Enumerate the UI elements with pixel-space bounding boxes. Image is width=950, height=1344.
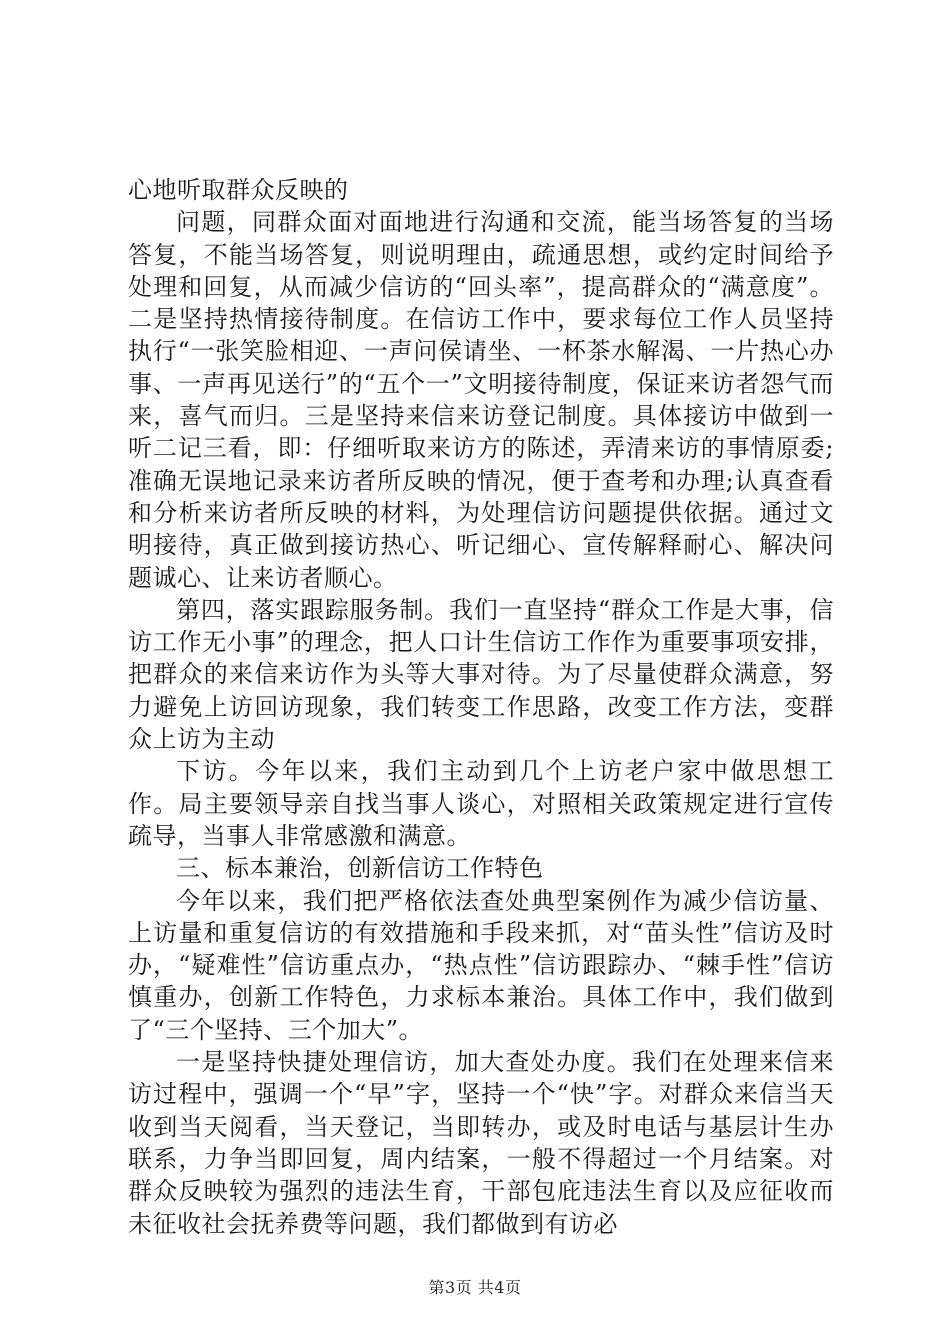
section-heading: 三、标本兼治，创新信访工作特色 (176, 854, 544, 883)
document-body (128, 174, 834, 1240)
paragraph: 下访。今年以来，我们主动到几个上访老户家中做思想工作。局主要领导亲自找当事人谈心，对照相关政策规定进行宣传疏导，当事人非常感激和满意。 (128, 757, 834, 850)
paragraph: 今年以来，我们把严格依法查处典型案例作为减少信访量、上访量和重复信访的有效措施和手段来抓，对“苗头性”信访及时办，“疑难性”信访重点办，“热点性”信访跟踪办、“棘手性”信访慎重办，创新工作特色，力求标本兼治。具体工作中，我们做到了“三个坚持、三个加大”。 (128, 886, 834, 1044)
paragraph: 心地听取群众反映的 (128, 176, 349, 204)
paragraph: 问题，同群众面对面地进行沟通和交流，能当场答复的当场答复，不能当场答复，则说明理由，疏通思想，或约定时间给予处理和回复，从而减少信访的“回头率”，提高群众的“满意度”。二是坚持热情接待制度。在信访工作中，要求每位工作人员坚持执行“一张笑脸相迎、一声问侯请坐、一杯茶水解渴、一片热心办事、一声再见送行”的“五个一”文明接待制度，保证来访者怨气而来，喜气而归。三是坚持来信来访登记制度。具体接访中做到一听二记三看，即：仔细听取来访方的陈述，弄清来访的事情原委;准确无误地记录来访者所反映的情况，便于查考和办理;认真查看和分析来访者所反映的材料，为处理信访问题提供依据。通过文明接待，真正做到接访热心、听记细心、宣传解释耐心、解决问题诚心、让来访者顺心。 (128, 208, 834, 592)
paragraph: 一是坚持快捷处理信访，加大查处办度。我们在处理来信来访过程中，强调一个“早”字，坚持一个“快”字。对群众来信当天收到当天阅看，当天登记，当即转办，或及时电话与基层计生办联系，力争当即回复，周内结案，一般不得超过一个月结案。对群众反映较为强烈的违法生育，干部包庇违法生育以及应征收而未征收社会抚养费等问题，我们都做到有访必 (128, 1048, 834, 1238)
paragraph: 第四，落实跟踪服务制。我们一直坚持“群众工作是大事，信访工作无小事”的理念，把人口计生信访工作作为重要事项安排，把群众的来信来访作为头等大事对待。为了尽量使群众满意，努力避免上访回访现象，我们转变工作思路，改变工作方法，变群众上访为主动 (128, 595, 834, 754)
page-footer: 第3页 共4页 (428, 1278, 522, 1297)
